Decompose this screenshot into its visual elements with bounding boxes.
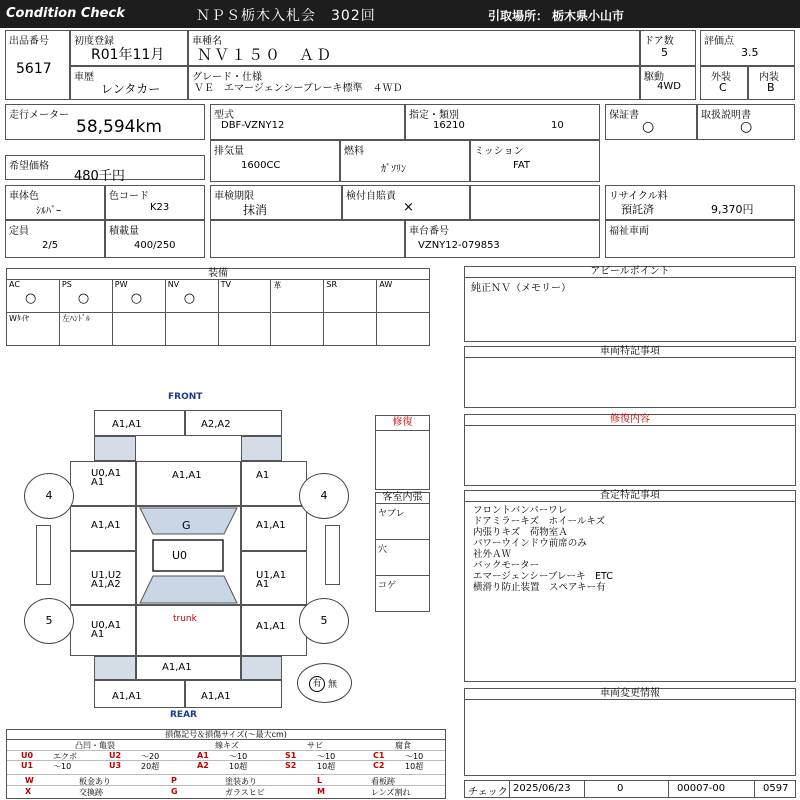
equipment-cell [166,313,219,346]
tire-rear-right: 5 [299,598,349,644]
first-registration-box [70,30,188,66]
form-title: Condition Check [6,6,125,21]
legend-text: 交換跡 [79,788,103,797]
mark-rear-quarter-left: U0,A1 A1 [91,620,122,640]
pickup-label: 引取場所： [488,9,549,23]
legend-text: 〜10 [405,752,424,761]
history-box [70,66,188,100]
cabin-row-label: 穴 [378,545,388,555]
legend-code: A1 [197,751,209,760]
pickup-place: 栃木県小山市 [552,9,625,23]
legend-text: 10超 [405,762,424,771]
legend-category: サビ [307,741,323,750]
assessment-line: 内張りキズ 荷物室Ａ [473,527,568,538]
equipment-label: 革 [273,281,282,290]
fuel-label: 燃料 [344,146,364,157]
model-value: DBF-VZNY12 [221,120,285,131]
mark-front-fender-left: U0,A1 A1 [91,468,122,488]
recycle-value: 9,370円 [711,203,754,216]
manual-label: 取扱説明書 [701,110,751,121]
rear-label: REAR [170,710,197,720]
repair-content-box [464,414,796,486]
rear-bumper-right [185,680,282,708]
legend-category: 腐食 [395,741,411,750]
legend-code: S1 [285,751,297,760]
score-value: 3.5 [741,46,759,59]
car-name-label: 車種名 [192,36,222,47]
drive-value: 4WD [657,81,681,92]
repair-side-title: 修復 [376,416,429,431]
assessment-line: 社外ＡＷ [473,549,512,560]
mark-front-door-left: A1,A1 [91,520,121,531]
trunk-label: trunk [173,614,197,624]
spare-tire [297,663,352,703]
inspection-box [210,185,342,220]
equipment-cell [324,313,377,346]
insurance-value: × [403,200,414,215]
color-value: ｼﾙﾊﾞｰ [36,206,61,217]
legend-category: 線キズ [215,741,239,750]
mark-front-bumper-right: A2,A2 [201,419,231,430]
model-box [210,104,405,140]
appeal-title: アピールポイント [465,267,795,278]
tire-front-left: 4 [24,473,74,519]
taillight-left [94,656,136,680]
equipment-label: Wﾀｲﾔ [9,314,29,323]
welfare-box [605,220,795,258]
cabin-row [376,504,429,540]
legend-code: G [171,787,178,796]
cabin-title: 客室内張 [376,493,429,504]
displacement-label: 排気量 [214,146,244,157]
vehicle-special-box [464,346,796,408]
assessment-line: エマージェンシーブレーキ ETC [473,571,613,582]
designation-value: 16210 [433,120,465,131]
color-box [5,185,105,220]
manual-box [697,104,795,140]
assessment-box [464,490,796,682]
equipment-cell [7,280,60,313]
capacity-label: 定員 [9,226,29,237]
equipment-label: SR [326,280,338,289]
color-code-value: K23 [150,202,170,213]
appeal-box [464,266,796,342]
legend-misc-row [7,785,445,796]
displacement-value: 1600CC [241,160,281,171]
footer-bar [464,780,796,798]
first-reg-value: R01年11月 [91,47,165,63]
inspection-value: 抹消 [243,203,268,217]
mark-rear-bumper-left: A1,A1 [112,691,142,702]
blank-box-r4 [210,220,405,258]
insurance-box [342,185,470,220]
mark-rear-bumper-right: A1,A1 [201,691,231,702]
history-value: レンタカー [101,82,161,96]
doors-box [640,30,696,66]
mileage-value: 58,594km [76,117,162,137]
model-label: 型式 [214,110,234,121]
legend-code: C1 [373,751,385,760]
check-label: チェック [468,787,508,798]
cabin-row-label: コゲ [378,581,397,591]
interior-label: 内装 [759,72,779,83]
legend-misc-row [7,774,445,785]
legend-code: U1 [21,761,34,770]
exterior-value: C [719,81,727,94]
first-reg-label: 初度登録 [74,36,114,47]
damage-legend [6,729,446,799]
designation-box [405,104,600,140]
score-label: 評価点 [704,36,734,47]
interior-value: B [767,81,775,94]
footer-code-2: 0597 [763,783,789,794]
load-label: 積載量 [109,226,139,237]
cabin-row [376,576,429,612]
color-code-box [105,185,205,220]
mark-hood: A1,A1 [172,470,202,481]
warranty-label: 保証書 [609,110,639,121]
legend-text: 20超 [141,762,160,771]
legend-text: レンズ割れ [371,788,411,797]
headlight-right [241,436,282,461]
load-box [105,220,205,258]
lot-number-box [5,30,70,100]
legend-code: C2 [373,761,385,770]
equipment-label: PW [114,280,128,289]
recycle-status: 預託済 [621,203,654,216]
front-label: FRONT [168,392,203,402]
color-label: 車体色 [9,191,39,202]
interior-box [748,66,795,100]
assessment-line: バックモーター [473,560,540,571]
assessment-line: パワーウインドウ前席のみ [473,538,587,549]
exterior-box [700,66,748,100]
assessment-line: 横滑り防止装置 スペアキー有 [473,582,606,593]
taillight-right [241,656,282,680]
legend-code: A2 [197,761,209,770]
legend-code: M [317,787,325,796]
legend-text: 10超 [229,762,248,771]
designation-label: 指定・類別 [409,110,459,121]
grade-label: グレード・仕様 [192,72,262,83]
mark-rear-door-right: U1,A1 A1 [256,570,287,590]
legend-text: 塗装あり [225,777,257,786]
chassis-box [405,220,600,258]
mark-rear-door-left: U1,U2 A1,A2 [91,570,122,590]
equipment-value: ○ [130,291,143,306]
legend-code: S2 [285,761,297,770]
equipment-label: PS [61,280,72,289]
equipment-cell [272,280,325,313]
trunk-area [136,605,241,656]
legend-text: 〜10 [53,762,72,771]
check-value: 0 [617,783,624,794]
legend-row [7,760,445,770]
fuel-value: ｶﾞｿﾘﾝ [381,164,406,175]
front-fender-right [241,461,307,506]
equipment-cell [60,280,113,313]
car-name-box [188,30,640,66]
auction-name: ＮＰＳ栃木入札会 302回 [196,8,376,24]
legend-category: 凸凹・亀裂 [75,741,115,750]
class-value: 10 [551,120,564,131]
blank-box-r3 [470,185,600,220]
equipment-cell [7,313,60,346]
manual-value: ○ [740,119,753,135]
equipment-cell [219,313,272,346]
legend-text: 板金あり [79,777,111,786]
price-value: 480千円 [74,169,125,184]
equipment-label: TV [220,280,231,289]
rear-window-shape [140,576,237,603]
legend-text: ガラスヒビ [225,788,265,797]
inspection-label: 車検期限 [214,191,254,202]
displacement-box [210,140,340,182]
mark-front-fender-right: A1 [256,470,270,481]
mark-roof: U0 [172,549,188,562]
load-value: 400/250 [134,240,176,251]
equipment-cell [324,280,377,313]
assessment-line: ドアミラーキズ ホイールキズ [473,516,606,527]
assessment-title: 査定特記事項 [465,491,795,502]
legend-text: 10超 [317,762,336,771]
legend-code: X [25,787,32,796]
legend-code: W [25,776,34,785]
equipment-label: AC [9,280,20,289]
color-code-label: 色コード [109,191,149,202]
equipment-cell [219,280,272,313]
mission-box [470,140,600,182]
footer-code-1: 00007-00 [677,783,726,794]
legend-code: U2 [109,751,122,760]
lot-value: 5617 [16,61,52,77]
history-label: 車歴 [74,72,94,83]
exterior-label: 外装 [711,72,731,83]
cabin-box [375,492,430,612]
change-info-title: 車両変更情報 [465,689,795,700]
header-bar [0,0,800,28]
drive-box [640,66,696,100]
mark-front-door-right: A1,A1 [256,520,286,531]
cabin-row [376,540,429,576]
equipment-cell [377,280,430,313]
legend-title: 損傷記号＆損傷サイズ(〜最大cm) [7,730,445,740]
hood [136,461,241,506]
equipment-label: AW [379,280,393,289]
price-label: 希望価格 [9,161,49,172]
repair-side-box [375,415,430,490]
equipment-label: 左ﾊﾝﾄﾞﾙ [61,314,90,323]
tire-rear-left: 5 [24,598,74,644]
equipment-table [6,268,430,346]
legend-code: U0 [21,751,34,760]
doors-label: ドア数 [644,36,674,47]
mileage-label: 走行メーター [9,110,69,121]
lot-label: 出品番号 [9,36,49,47]
repair-content-title: 修復内容 [465,415,795,426]
cabin-row-label: ヤブレ [378,509,405,519]
equipment-value: ○ [183,291,196,306]
appeal-text: 純正ＮＶ（メモリー） [471,283,571,294]
equipment-value: ○ [25,291,37,306]
headlight-left [94,436,136,461]
price-box [5,155,205,184]
equipment-value: ○ [77,291,90,306]
fuel-box [340,140,470,182]
recycle-label: リサイクル料 [609,191,668,202]
warranty-box [605,104,697,140]
equipment-label: NV [167,280,180,289]
roof-shape [153,540,223,571]
equipment-title: 装備 [7,269,429,280]
chassis-value: VZNY12-079853 [418,240,500,251]
mission-label: ミッション [474,146,524,157]
capacity-value: 2/5 [42,240,59,251]
legend-category-row [7,740,445,750]
assessment-line: フロントバンパーワレ [473,505,568,516]
insurance-label: 検付自賠責 [346,191,396,202]
equipment-cell [113,280,166,313]
doors-value: 5 [661,46,668,59]
spare-no: 無 [328,680,338,690]
chassis-label: 車台番号 [409,226,449,237]
equipment-cell [272,313,325,346]
spare-yes: 有 [309,676,325,692]
legend-code: U3 [109,761,122,770]
drive-label: 駆動 [644,72,664,83]
side-mirror-left [36,525,51,585]
score-box [700,30,795,66]
front-bumper-right [185,410,282,436]
mission-value: FAT [513,160,531,171]
tire-front-right: 4 [299,473,349,519]
equipment-cell [166,280,219,313]
welfare-label: 福祉車両 [609,226,649,237]
side-mirror-right [325,525,340,585]
recycle-box [605,185,795,220]
warranty-value: ○ [642,119,655,135]
check-date: 2025/06/23 [513,783,571,794]
legend-code: P [171,776,177,785]
mark-windshield: G [182,519,191,532]
mileage-box [5,104,205,140]
legend-text: 看板跡 [371,777,395,786]
mark-rear-quarter-right: A1,A1 [256,621,286,632]
legend-text: 〜10 [229,752,248,761]
legend-text: 〜10 [317,752,336,761]
legend-row [7,750,445,760]
legend-text: 〜20 [141,752,160,761]
mark-front-bumper-left: A1,A1 [112,419,142,430]
equipment-cell [113,313,166,346]
equipment-cell [60,313,113,346]
legend-text: エクボ [53,752,77,761]
grade-box [188,66,640,100]
assessment-lines [473,505,613,593]
legend-code: L [317,776,323,785]
change-info-box [464,688,796,776]
car-name-value: ＮＶ１５０ ＡＤ [197,46,334,64]
vehicle-special-title: 車両特記事項 [465,347,795,358]
grade-value: ＶＥ エマージェンシーブレーキ標準 ４ＷＤ [194,83,403,94]
mark-back-door: A1,A1 [162,662,192,673]
capacity-box [5,220,105,258]
